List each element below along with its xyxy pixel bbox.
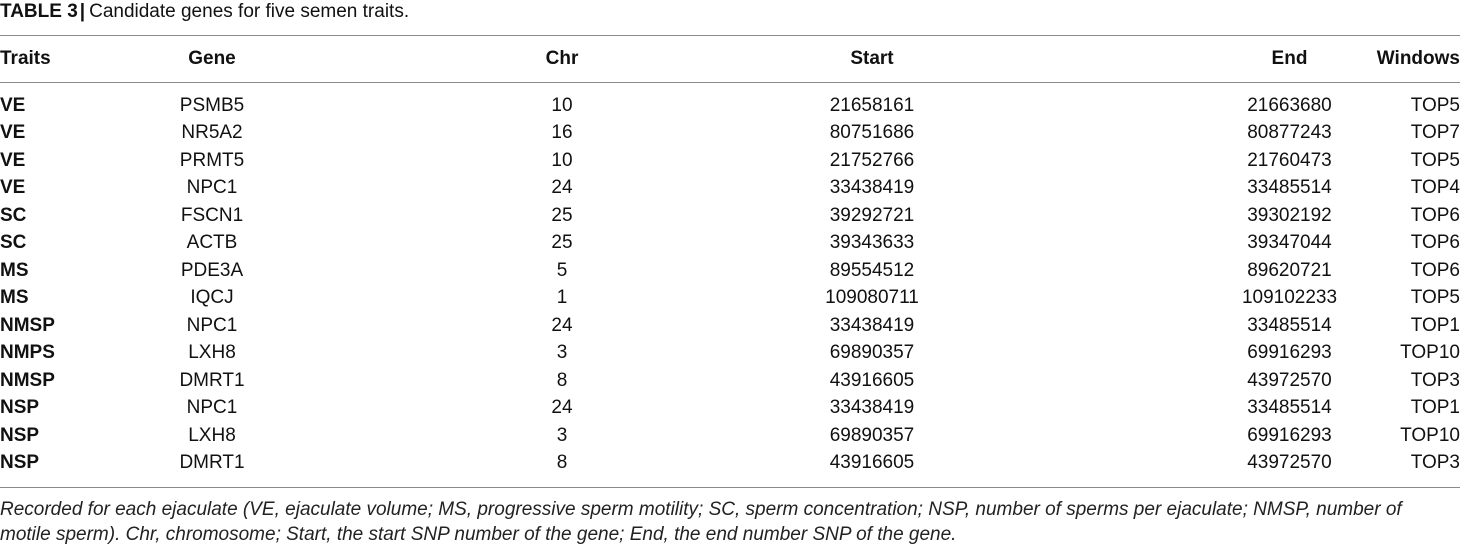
cell-chr-text: 3 [556, 342, 568, 364]
table-row [0, 120, 1460, 148]
table-row [0, 82, 1460, 120]
cell-start-text: 69890357 [829, 342, 915, 364]
table-row [0, 367, 1460, 395]
table-row [0, 285, 1460, 313]
header-chr [512, 36, 776, 82]
cell-chr-text: 10 [551, 94, 573, 116]
cell-trait: VE [0, 149, 26, 171]
cell-trait: SC [0, 232, 27, 254]
cell-start [776, 422, 1136, 450]
table-row [0, 450, 1460, 478]
cell-start-text: 43916605 [829, 369, 915, 391]
cell-end [1136, 312, 1332, 340]
cell-gene-text: DMRT1 [179, 452, 245, 474]
cell-windows: TOP7 [1410, 122, 1460, 144]
cell-gene-text: PRMT5 [179, 149, 245, 171]
cell-windows: TOP3 [1410, 369, 1460, 391]
table-row [0, 422, 1460, 450]
cell-gene-text: NR5A2 [181, 122, 243, 144]
table-body [0, 82, 1460, 477]
cell-gene [88, 340, 512, 368]
cell-chr [512, 257, 776, 285]
cell-start [776, 230, 1136, 258]
cell-end [1136, 82, 1332, 120]
header-gene-label: Gene [188, 48, 236, 69]
cell-gene [88, 202, 512, 230]
cell-end-text: 80877243 [1247, 122, 1332, 144]
cell-chr-text: 25 [551, 204, 573, 226]
cell-start-text: 80751686 [829, 122, 915, 144]
table-caption-separator: | [79, 1, 86, 22]
cell-chr-text: 8 [556, 369, 568, 391]
cell-end-text: 39347044 [1247, 232, 1332, 254]
cell-chr [512, 147, 776, 175]
cell-end-text: 33485514 [1247, 397, 1332, 419]
cell-start [776, 450, 1136, 478]
cell-start [776, 202, 1136, 230]
cell-end [1136, 450, 1332, 478]
cell-chr [512, 312, 776, 340]
cell-windows: TOP6 [1410, 232, 1460, 254]
cell-chr-text: 5 [556, 259, 568, 281]
header-start-label: Start [850, 48, 894, 69]
cell-chr [512, 82, 776, 120]
cell-gene-text: LXH8 [188, 342, 236, 364]
cell-end-text: 21760473 [1247, 149, 1332, 171]
cell-windows: TOP6 [1410, 204, 1460, 226]
table-row [0, 257, 1460, 285]
cell-windows: TOP5 [1410, 287, 1460, 309]
cell-start-text: 21752766 [829, 149, 915, 171]
cell-end-text: 69916293 [1247, 424, 1332, 446]
cell-trait: NMSP [0, 369, 55, 391]
cell-end [1136, 395, 1332, 423]
cell-windows: TOP10 [1400, 342, 1460, 364]
cell-end-text: 43972570 [1247, 452, 1332, 474]
cell-trait: NSP [0, 452, 40, 474]
cell-chr-text: 1 [556, 287, 568, 309]
cell-gene-text: NPC1 [186, 177, 238, 199]
cell-gene [88, 312, 512, 340]
cell-start-text: 39292721 [829, 204, 915, 226]
cell-windows: TOP5 [1410, 149, 1460, 171]
cell-chr [512, 285, 776, 313]
cell-end-text: 69916293 [1247, 342, 1332, 364]
cell-start [776, 367, 1136, 395]
cell-trait: NSP [0, 397, 40, 419]
cell-windows: TOP1 [1410, 314, 1460, 336]
cell-trait: VE [0, 177, 26, 199]
cell-start [776, 340, 1136, 368]
cell-windows: TOP5 [1410, 94, 1460, 116]
cell-start-text: 21658161 [829, 94, 915, 116]
header-chr-label: Chr [545, 48, 579, 69]
cell-chr [512, 175, 776, 203]
cell-trait: MS [0, 287, 29, 309]
cell-trait: NSP [0, 424, 40, 446]
cell-end-text: 33485514 [1247, 177, 1332, 199]
cell-windows: TOP4 [1410, 177, 1460, 199]
cell-chr [512, 367, 776, 395]
cell-gene-text: ACTB [186, 232, 238, 254]
cell-start-text: 33438419 [829, 397, 915, 419]
cell-chr [512, 340, 776, 368]
cell-windows: TOP10 [1400, 424, 1460, 446]
cell-start [776, 175, 1136, 203]
cell-start-text: 33438419 [829, 177, 915, 199]
cell-chr-text: 24 [551, 177, 573, 199]
cell-gene [88, 422, 512, 450]
cell-chr-text: 8 [556, 452, 568, 474]
table-header-row [0, 36, 1460, 82]
cell-chr-text: 25 [551, 232, 573, 254]
cell-gene [88, 257, 512, 285]
table-row [0, 395, 1460, 423]
table-row [0, 147, 1460, 175]
cell-end-text: 43972570 [1247, 369, 1332, 391]
cell-end-text: 39302192 [1247, 204, 1332, 226]
header-end-label: End [1271, 48, 1308, 69]
cell-start [776, 147, 1136, 175]
cell-end [1136, 285, 1338, 313]
cell-start-text: 89554512 [829, 259, 915, 281]
cell-chr [512, 230, 776, 258]
cell-end [1136, 340, 1332, 368]
cell-start-text: 43916605 [829, 452, 915, 474]
cell-windows: TOP6 [1410, 259, 1460, 281]
cell-end-text: 89620721 [1247, 259, 1332, 281]
cell-start [776, 285, 1136, 313]
table-caption-label: TABLE 3 [0, 1, 78, 22]
cell-gene [88, 367, 512, 395]
cell-end [1136, 230, 1332, 258]
table-row [0, 230, 1460, 258]
cell-chr [512, 395, 776, 423]
cell-end-text: 21663680 [1247, 94, 1332, 116]
cell-trait: NMPS [0, 342, 55, 364]
cell-end [1136, 257, 1332, 285]
cell-start [776, 312, 1136, 340]
cell-gene [88, 175, 512, 203]
cell-trait: VE [0, 94, 26, 116]
cell-chr [512, 120, 776, 148]
cell-trait: MS [0, 259, 29, 281]
cell-gene-text: PSMB5 [179, 94, 245, 116]
table-footnote: Recorded for each ejaculate (VE, ejaculate volume; MS, progressive sperm motility; SC, sperm concentration; NSP, number of sperms per ejaculate; NMSP, number of motile sperm). Chr, chromosome; Start, the start SNP number of the gene; End, the end number SNP of the gene. [0, 499, 1402, 545]
cell-start [776, 120, 1136, 148]
cell-end [1136, 175, 1332, 203]
cell-start [776, 395, 1136, 423]
cell-gene [88, 147, 512, 175]
cell-gene [88, 395, 512, 423]
header-gene [88, 36, 512, 82]
header-end [1136, 36, 1311, 82]
cell-chr-text: 16 [551, 122, 573, 144]
cell-chr-text: 24 [551, 397, 573, 419]
cell-gene-text: NPC1 [186, 397, 238, 419]
cell-gene-text: LXH8 [188, 424, 236, 446]
table-row [0, 202, 1460, 230]
cell-gene-text: NPC1 [186, 314, 238, 336]
cell-trait: NMSP [0, 314, 55, 336]
cell-chr-text: 10 [551, 149, 573, 171]
cell-start-text: 69890357 [829, 424, 915, 446]
cell-gene-text: PDE3A [180, 259, 244, 281]
cell-end [1136, 147, 1332, 175]
cell-chr [512, 202, 776, 230]
cell-gene [88, 120, 512, 148]
candidate-genes-table [0, 36, 1460, 477]
cell-end [1136, 422, 1332, 450]
cell-end [1136, 367, 1332, 395]
cell-end-text: 109102233 [1241, 287, 1338, 309]
table-row [0, 340, 1460, 368]
cell-trait: SC [0, 204, 27, 226]
cell-gene [88, 82, 512, 120]
cell-chr-text: 24 [551, 314, 573, 336]
cell-gene [88, 230, 512, 258]
cell-end [1136, 202, 1332, 230]
cell-start [776, 82, 1136, 120]
cell-gene-text: DMRT1 [179, 369, 245, 391]
cell-windows: TOP1 [1410, 397, 1460, 419]
table-bottom-rule [0, 487, 1460, 488]
table-caption [0, 1, 409, 23]
table-row [0, 312, 1460, 340]
cell-gene-text: FSCN1 [180, 204, 244, 226]
header-traits: Traits [0, 48, 51, 69]
cell-start-text: 33438419 [829, 314, 915, 336]
header-start [776, 36, 1136, 82]
cell-start-text: 109080711 [825, 287, 919, 309]
cell-start-text: 39343633 [829, 232, 915, 254]
cell-trait: VE [0, 122, 26, 144]
cell-end [1136, 120, 1332, 148]
cell-gene [88, 450, 512, 478]
cell-end-text: 33485514 [1247, 314, 1332, 336]
cell-gene [88, 285, 512, 313]
table-caption-text: Candidate genes for five semen traits. [89, 1, 410, 22]
cell-chr [512, 422, 776, 450]
cell-gene-text: IQCJ [190, 287, 234, 309]
cell-windows: TOP3 [1410, 452, 1460, 474]
table-row [0, 175, 1460, 203]
cell-chr [512, 450, 776, 478]
cell-start [776, 257, 1136, 285]
cell-chr-text: 3 [556, 424, 568, 446]
header-windows: Windows [1376, 48, 1460, 69]
